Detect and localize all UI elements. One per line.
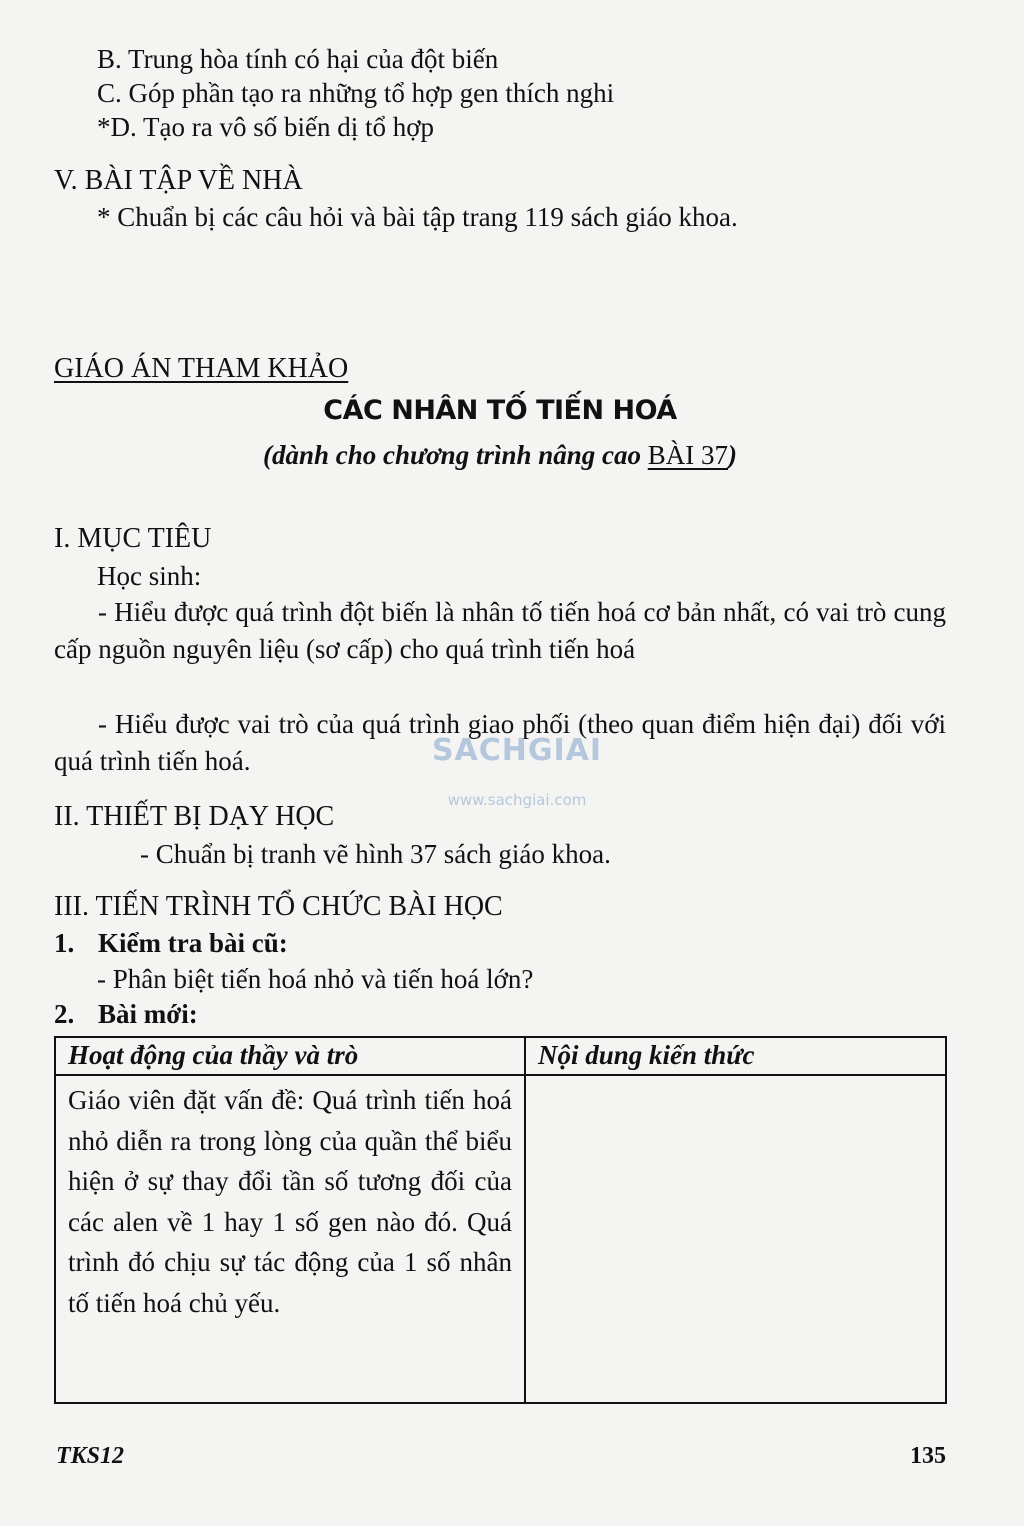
table-row: [55, 1075, 946, 1403]
reference-label: GIÁO ÁN THAM KHẢO: [54, 353, 349, 384]
col-header-activities: Hoạt động của thầy và trò: [55, 1037, 525, 1075]
lesson-title: CÁC NHÂN TỐ TIẾN HOÁ: [323, 395, 677, 426]
step-1-text: - Phân biệt tiến hoá nhỏ và tiến hoá lớn?: [97, 964, 534, 994]
step-1-label: Kiểm tra bài cũ:: [98, 928, 288, 958]
watermark-logo: SACHGIAI: [431, 733, 603, 768]
objective-point-2-text: - Hiểu được vai trò của quá trình giao phối (theo quan điểm hiện đại) đối với quá trình tiến hoá.: [54, 709, 946, 776]
equipment-heading: II. THIẾT BỊ DẠY HỌC: [54, 801, 335, 832]
procedure-heading: III. TIẾN TRÌNH TỔ CHỨC BÀI HỌC: [54, 891, 503, 922]
footer-book-code: TKS12: [56, 1443, 125, 1469]
table-cell-content: [525, 1075, 946, 1403]
step-2-number: 2.: [54, 999, 75, 1029]
equipment-text: - Chuẩn bị tranh vẽ hình 37 sách giáo khoa.: [140, 839, 611, 869]
table-cell-activities: Giáo viên đặt vấn đề: Quá trình tiến hoá nhỏ diễn ra trong lòng của quần thể biểu hiện ở sự thay đổi tần số tương đối của các alen về 1 hay 1 số gen nào đó. Quá trình đó chịu sự tác động của 1 số nhân tố tiến hoá chủ yếu.: [55, 1075, 525, 1403]
option-b: B. Trung hòa tính có hại của đột biến: [97, 44, 499, 74]
objective-point-1: [54, 594, 946, 668]
objective-point-1-text: - Hiểu được quá trình đột biến là nhân tố tiến hoá cơ bản nhất, có vai trò cung cấp nguồn nguyên liệu (sơ cấp) cho quá trình tiến hoá: [54, 597, 946, 664]
step-1: [54, 926, 288, 960]
subtitle-suffix: ): [728, 440, 737, 470]
table-header-row: [55, 1037, 946, 1075]
homework-heading: V. BÀI TẬP VỀ NHÀ: [54, 165, 303, 196]
step-2-label: Bài mới:: [98, 999, 198, 1029]
col-header-content: Nội dung kiến thức: [525, 1037, 946, 1075]
option-c: C. Góp phần tạo ra những tổ hợp gen thích nghi: [97, 78, 615, 108]
subtitle-lesson: BÀI 37: [647, 440, 728, 470]
page-number: 135: [910, 1443, 946, 1469]
watermark: [412, 726, 622, 816]
step-1-number: 1.: [54, 928, 75, 958]
objectives-students: Học sinh:: [97, 561, 202, 591]
lesson-table: [54, 1036, 947, 1404]
objectives-heading: I. MỤC TIÊU: [54, 523, 212, 554]
option-d: *D. Tạo ra vô số biến dị tổ hợp: [97, 112, 434, 142]
homework-text: * Chuẩn bị các câu hỏi và bài tập trang 119 sách giáo khoa.: [97, 202, 738, 232]
lesson-subtitle: [0, 440, 1000, 471]
subtitle-prefix: (dành cho chương trình nâng cao: [262, 440, 648, 470]
step-2: [54, 997, 198, 1031]
watermark-url: www.sachgiai.com: [447, 791, 587, 809]
